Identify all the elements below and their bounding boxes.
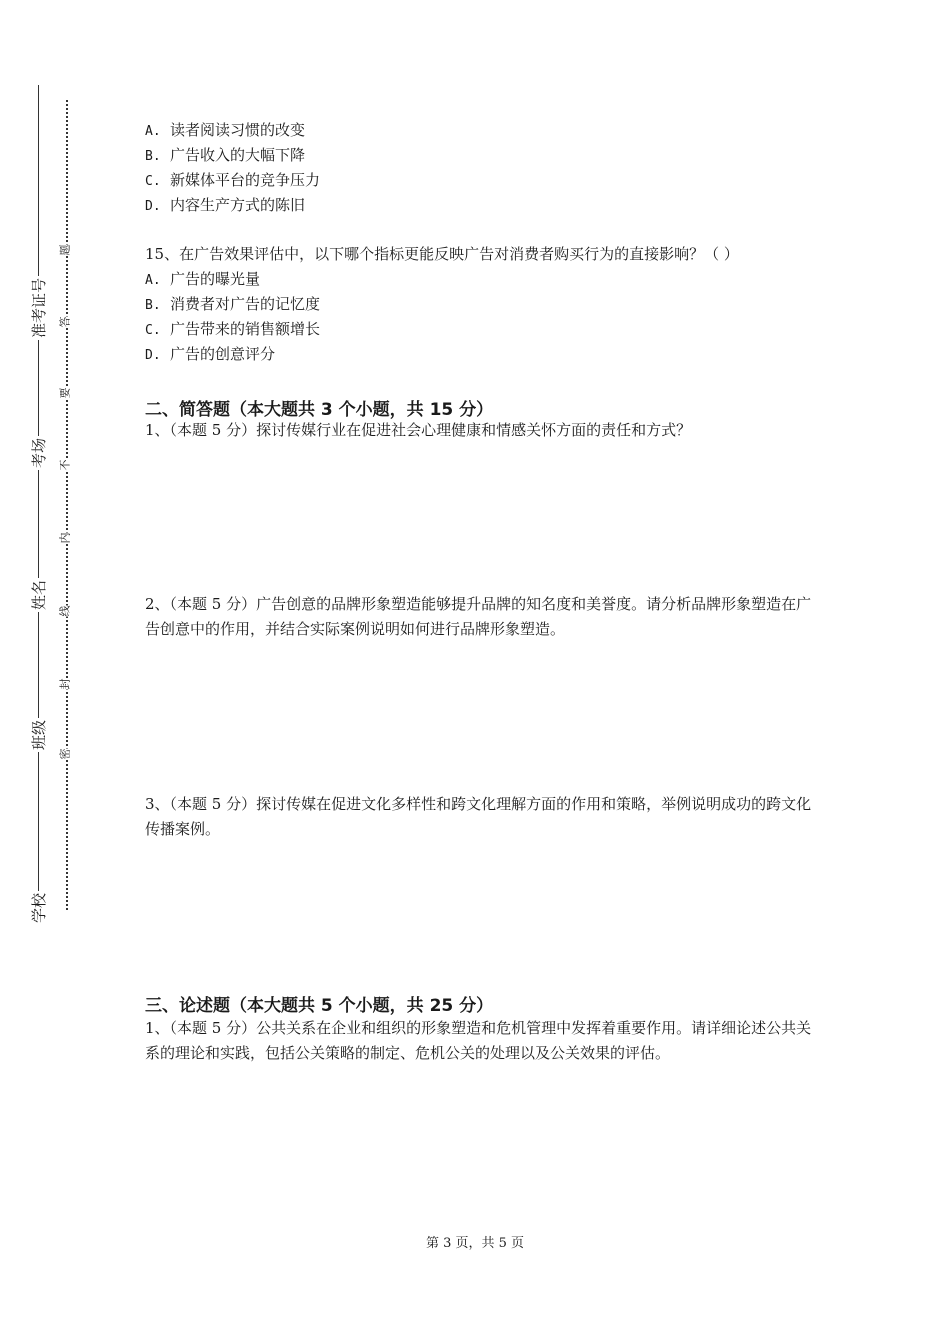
q15-option-a: A. 广告的曝光量 [145, 270, 261, 288]
q15-option-d: D. 广告的创意评分 [145, 345, 276, 363]
seal-char: 内 [58, 532, 72, 544]
q15-option-c: C. 广告带来的销售额增长 [145, 320, 321, 338]
seal-char: 要 [58, 387, 72, 399]
section-2-title: 二、简答题（本大题共 3 个小题，共 15 分） [145, 400, 494, 420]
name-field-label: 姓名 [30, 579, 48, 610]
section-3-question-1: 1、（本题 5 分）公共关系在企业和组织的形象塑造和危机管理中发挥着重要作用。请详细论述公共关系的理论和实践，包括公关策略的制定、危机公关的处理以及公关效果的评估。 [145, 1019, 812, 1062]
seal-char: 题 [58, 244, 72, 256]
section-2-question-1: 1、（本题 5 分）探讨传媒行业在促进社会心理健康和情感关怀方面的责任和方式？ [145, 421, 692, 439]
binding-margin [0, 0, 100, 1344]
q15-stem: 15、在广告效果评估中，以下哪个指标更能反映广告对消费者购买行为的直接影响？（ ） [145, 245, 739, 263]
binding-solid-line [38, 85, 39, 925]
class-field-label: 班级 [30, 719, 48, 750]
section-3-title: 三、论述题（本大题共 5 个小题，共 25 分） [145, 996, 494, 1016]
exam-room-field-label: 考场 [30, 437, 48, 468]
q14-option-d: D. 内容生产方式的陈旧 [145, 196, 306, 214]
seal-char: 答 [58, 316, 72, 328]
section-2-question-3: 3、（本题 5 分）探讨传媒在促进文化多样性和跨文化理解方面的作用和策略，举例说明成功的跨文化传播案例。 [145, 795, 812, 838]
q14-option-a: A. 读者阅读习惯的改变 [145, 121, 306, 139]
school-field-label: 学校 [30, 892, 48, 923]
q14-option-c: C. 新媒体平台的竞争压力 [145, 171, 321, 189]
section-2-question-2: 2、（本题 5 分）广告创意的品牌形象塑造能够提升品牌的知名度和美誉度。请分析品牌形象塑造在广告创意中的作用，并结合实际案例说明如何进行品牌形象塑造。 [145, 595, 812, 638]
seal-char: 线 [58, 605, 72, 617]
q14-option-b: B. 广告收入的大幅下降 [145, 146, 306, 164]
seal-dotted-line [66, 100, 68, 910]
seal-char: 密 [58, 748, 72, 760]
q15-option-b: B. 消费者对广告的记忆度 [145, 295, 321, 313]
seal-char: 不 [58, 459, 72, 471]
admission-number-field-label: 准考证号 [30, 277, 48, 338]
page-footer: 第 3 页，共 5 页 [425, 1236, 525, 1251]
seal-char: 封 [58, 678, 72, 690]
